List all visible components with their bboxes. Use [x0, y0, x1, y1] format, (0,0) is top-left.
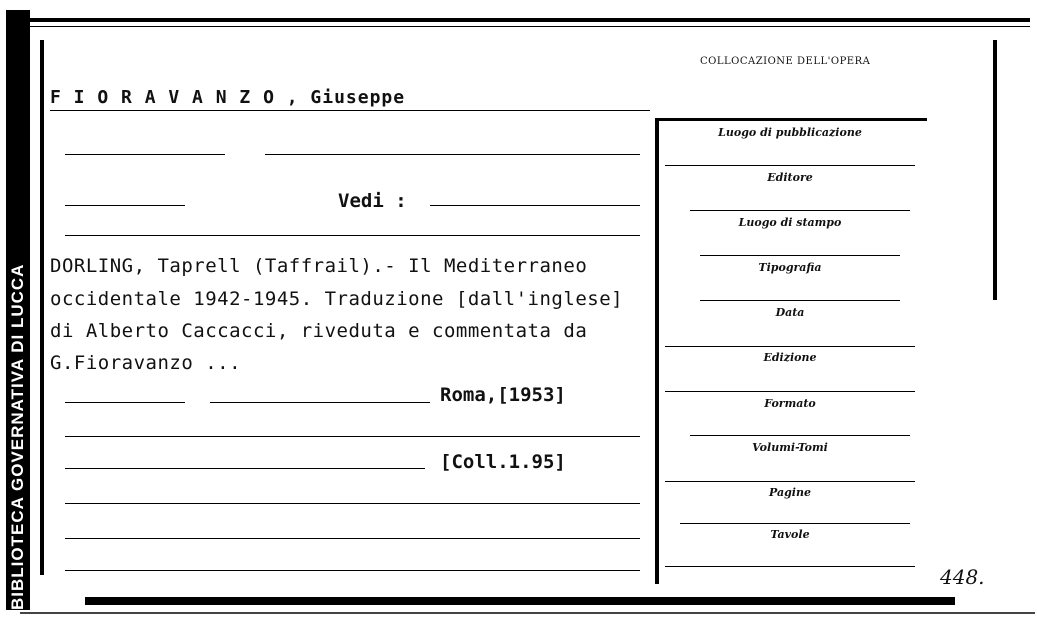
author-heading: F I O R A V A N Z O , Giuseppe: [50, 87, 406, 108]
field-place-of-printing: Luogo di stampo: [738, 216, 842, 229]
panel-rule: [665, 391, 915, 392]
library-stamp-text: BIBLIOTECA GOVERNATIVA DI LUCCA: [8, 263, 27, 610]
author-underline: [50, 110, 650, 111]
see-reference-label: Vedi :: [338, 190, 407, 212]
field-plates: Tavole: [770, 528, 810, 541]
handwritten-number: 448.: [940, 565, 985, 589]
entry-line-3: di Alberto Caccacci, riveduta e commentata da: [50, 320, 588, 342]
imprint: Roma,[1953]: [440, 384, 566, 406]
field-volumes: Volumi-Tomi: [752, 441, 828, 454]
entry-line-1: DORLING, Taprell (Taffrail).- Il Mediterraneo: [50, 255, 588, 277]
left-border: [40, 40, 44, 575]
ruled-line: [65, 205, 185, 206]
field-format: Formato: [764, 397, 816, 410]
entry-line-4: G.Fioravanzo ...: [50, 352, 242, 374]
panel-rule: [700, 300, 900, 301]
ruled-line: [65, 235, 640, 236]
panel-rule: [690, 435, 910, 436]
ruled-line: [265, 154, 640, 155]
entry-line-2: occidentale 1942-1945. Traduzione [dall'inglese]: [50, 288, 624, 310]
ruled-line: [65, 570, 640, 571]
bottom-border: [85, 597, 955, 605]
field-publisher: Editore: [767, 171, 813, 184]
ruled-line: [65, 503, 640, 504]
ruled-line: [430, 205, 640, 206]
panel-rule: [665, 165, 915, 166]
panel-rule: [680, 523, 910, 524]
top-border: [30, 18, 1030, 22]
field-date: Data: [775, 306, 805, 319]
panel-rule: [700, 255, 900, 256]
field-edition: Edizione: [763, 351, 817, 364]
panel-divider: [655, 118, 659, 584]
field-printer: Tipografia: [758, 261, 822, 274]
top-border-thin: [30, 26, 1030, 27]
panel-rule: [665, 481, 915, 482]
field-place-of-publication: Luogo di pubblicazione: [718, 126, 862, 139]
location-header: COLLOCAZIONE DELL'OPERA: [700, 56, 871, 67]
panel-top-border: [655, 118, 927, 121]
ruled-line: [65, 468, 425, 469]
right-border: [993, 40, 997, 300]
ruled-line: [65, 538, 640, 539]
panel-rule: [665, 566, 915, 567]
ruled-line: [65, 402, 185, 403]
panel-rule: [665, 346, 915, 347]
field-pages: Pagine: [769, 486, 811, 499]
ruled-line: [65, 154, 225, 155]
bottom-edge: [20, 612, 1035, 614]
ruled-line: [65, 436, 640, 437]
panel-rule: [690, 210, 910, 211]
collection-number: [Coll.1.95]: [440, 451, 566, 473]
ruled-line: [210, 402, 430, 403]
